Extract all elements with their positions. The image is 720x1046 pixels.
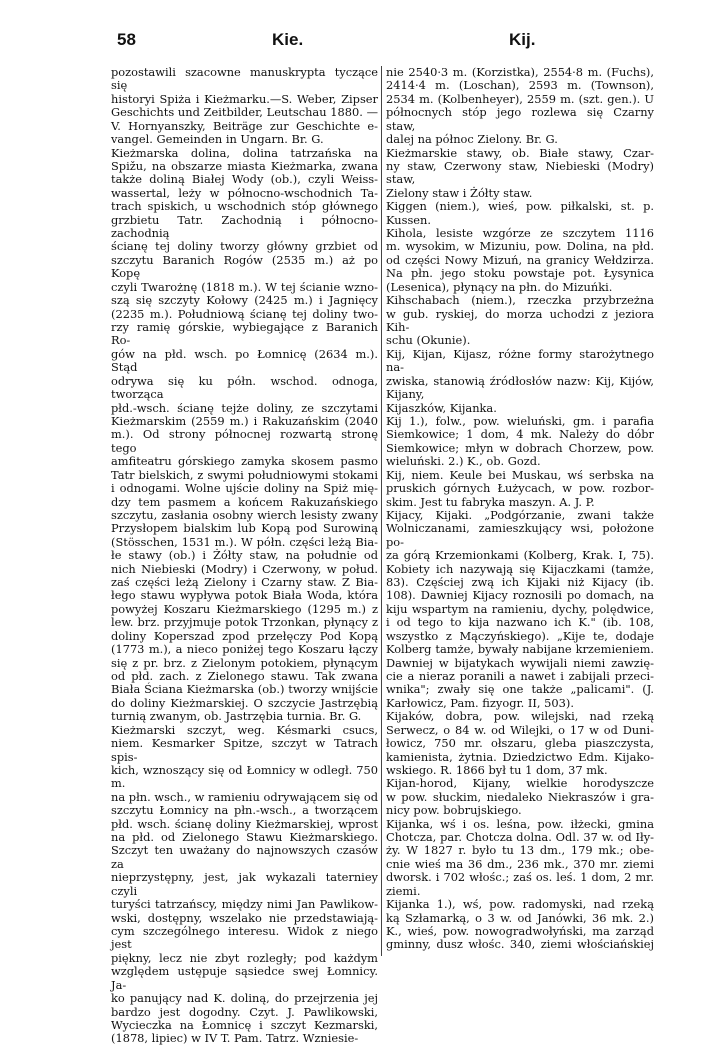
text-line: łe stawy (ob.) i Żółty staw, na południe od <box>111 548 378 563</box>
text-line: (Stösschen, 1531 m.). W półn. części leżą Bia- <box>111 534 378 549</box>
text-line: łego stawu wypływa potok Biała Woda, która <box>111 588 378 603</box>
text-line: niem. Kesmarker Spitze, szczyt w Tatrach spis- <box>111 736 378 764</box>
text-line: bardzo jest dogodny. Czyt. J. Pawlikowski, <box>111 1004 378 1019</box>
text-line: gminny, dusz włośc. 340, ziemi włościańskiej <box>386 937 654 952</box>
text-line: od części Nowy Mizuń, na granicy Wełdzirza. <box>386 252 654 267</box>
text-line: i odnogami. Wolne ujście doliny na Spiż mię- <box>111 481 378 496</box>
running-head-right: Kij. <box>509 30 536 49</box>
text-line: Biała Ściana Kieżmarska (ob.) tworzy wnijście <box>111 682 378 697</box>
text-line: (1878, lipiec) w IV T. Pam. Tatrz. Wzniesie- <box>111 1031 359 1046</box>
text-line: płd. wsch. ścianę doliny Kieżmarskiej, wprost <box>111 816 378 831</box>
text-line: dworsk. i 702 włośc.; zaś os. leś. 1 dom, 2 mr. <box>386 870 654 885</box>
text-line: Kijaków, dobra, pow. wilejski, nad rzeką <box>386 709 654 724</box>
text-line: także doliną Białej Wody (ob.), czyli Weiss- <box>111 172 378 187</box>
text-line: piękny, lecz nie zbyt rozległy; pod każdym <box>111 950 378 965</box>
text-line: 108). Dawniej Kijacy roznosili po domach, na <box>386 588 654 603</box>
text-line: Wolniczanami, zamieszkujący wsi, położone po- <box>386 521 654 549</box>
text-line: wszystko z Mączyńskiego). „Kije te, dodaje <box>386 628 654 643</box>
text-line: w pow. słuckim, niedaleko Niekraszów i gra- <box>386 789 654 804</box>
page-number: 58 <box>117 30 136 49</box>
text-line: Kiggen (niem.), wieś, pow. piłkalski, st. p. <box>386 199 654 214</box>
text-line: Karłowicz, Pam. fizyogr. II, 503). <box>386 695 574 710</box>
text-line: ży. W 1827 r. było tu 13 dm., 179 mk.; obe- <box>386 843 654 858</box>
left-column <box>111 66 378 1046</box>
text-line: nicy pow. bobrujskiego. <box>386 803 522 818</box>
text-line: kiju wspartym na ramieniu, dychy, polędwice, <box>386 601 654 616</box>
text-line: (2235 m.). Południową ścianę tej doliny two- <box>111 306 378 321</box>
text-line: Przysłopem bialskim lub Kopą pod Surowiną <box>111 521 378 536</box>
text-line: do doliny Kieżmarskiej. O szczycie Jastrzębią <box>111 695 378 710</box>
text-line: m. wysokim, w Mizuniu, pow. Dolina, na płd. <box>386 239 654 254</box>
text-line: trach spiskich, u wschodnich stóp głównego <box>111 199 378 214</box>
text-line: płd.-wsch. ścianę tejże doliny, ze szczytami <box>111 400 378 415</box>
text-line: Kijanka 1.), wś, pow. radomyski, nad rzeką <box>386 897 654 912</box>
text-line: ko panujący nad K. doliną, do przejrzenia jej <box>111 991 378 1006</box>
text-line: i od tego to kija nazwano ich K." (ib. 108, <box>386 615 654 630</box>
text-line: nie 2540·3 m. (Korzistka), 2554·8 m. (Fuchs), <box>386 65 654 79</box>
text-line: grzbietu Tatr. Zachodnią i północno-zachodnią <box>111 212 378 241</box>
text-line: Siemkowice; młyn w dobrach Chorzew, pow. <box>386 440 654 455</box>
text-line: ziemi. <box>386 883 421 898</box>
text-line: 83). Częściej zwą ich Kijaki niż Kijacy (ib. <box>386 575 654 590</box>
text-line: vangel. Gemeinden in Ungarn. Br. G. <box>111 132 324 147</box>
text-line: turnią zwanym, ob. Jastrzębia turnia. Br. G. <box>111 709 362 724</box>
text-line: Kijacy, Kijaki. „Podgórzanie, zwani także <box>386 507 654 522</box>
text-line: skim. Jest tu fabryka maszyn. A. J. P. <box>386 494 595 509</box>
text-line: m.). Od strony północnej rozwartą stronę tego <box>111 427 378 455</box>
text-line: zaś części leżą Zielony i Czarny staw. Z Bia- <box>111 575 378 590</box>
text-line: Kij, Kijan, Kijasz, różne formy starożytnego na- <box>386 346 654 375</box>
text-line: pruskich górnych Łużycach, w pow. rozbor- <box>386 481 654 496</box>
text-line: północnych stóp jego rozlewa się Czarny staw, <box>386 105 654 133</box>
text-line: Kieżmarski szczyt, weg. Késmarki csucs, <box>111 722 378 737</box>
text-line: zwiska, stanowią źródłosłów nazw: Kij, Kijów, Kijany, <box>386 373 654 402</box>
text-line: wskiego. R. 1866 był tu 1 dom, 37 mk. <box>386 762 608 777</box>
text-line: nieprzystępny, jest, jak wykazali taterniey czyli <box>111 870 378 898</box>
text-line: szą się szczyty Kołowy (2425 m.) i Jagnięcy <box>111 293 378 308</box>
text-line: Kijaszków, Kijanka. <box>386 400 497 415</box>
text-line: Kolberg tamże, bywały nabijane krzemieniem. <box>386 642 654 657</box>
text-line: nich Niebieski (Modry) i Czerwony, w połud. <box>111 561 378 576</box>
text-line: na płn. wsch., w ramieniu odrywającem się od <box>111 789 378 804</box>
text-line: powyżej Koszaru Kieżmarskiego (1295 m.) z <box>111 601 378 616</box>
text-line: cie a nieraz poranili a nawet i zabijali przeci- <box>386 668 654 683</box>
text-line: Na płn. jego stoku powstaje pot. Łysynica <box>386 266 654 281</box>
text-line: Kieżmarskie stawy, ob. Białe stawy, Czar- <box>386 145 654 160</box>
text-line: ny staw, Czerwony staw, Niebieski (Modry) staw, <box>386 158 654 187</box>
text-line: ścianę tej doliny tworzy główny grzbiet od <box>111 239 378 254</box>
page-header <box>117 30 637 52</box>
text-line: wassertal, leży w północno-wschodnich Ta- <box>111 185 378 200</box>
text-line: Kieżmarskim (2559 m.) i Rakuzańskim (2040 <box>111 413 378 428</box>
text-line: szczytu Baranich Rogów (2535 m.) aż po Kopę <box>111 252 378 281</box>
text-line: Kihschabach (niem.), rzeczka przybrzeżna <box>386 293 654 308</box>
text-line: szczytu, zasłania osobny wierch lesisty zwany <box>111 507 378 522</box>
text-line: na płd. od Zielonego Stawu Kieżmarskiego. <box>111 830 378 845</box>
text-line: wieluński. 2.) K., ob. Gozd. <box>386 454 541 469</box>
text-line: Siemkowice; 1 dom, 4 mk. Należy do dóbr <box>386 427 654 442</box>
text-line: rzy ramię górskie, wybiegające z Baranich Ro- <box>111 320 378 348</box>
text-line: 2414·4 m. (Loschan), 2593 m. (Townson), <box>386 78 654 93</box>
text-line: za górą Krzemionkami (Kolberg, Krak. I, 75). <box>386 548 654 563</box>
text-line: ką Szłamarką, o 3 w. od Janówki, 36 mk. 2.) <box>386 910 654 925</box>
text-line: K., wieś, pow. nowogradwołyński, ma zarząd <box>386 924 654 938</box>
text-line: Szczyt ten uważany do najnowszych czasów za <box>111 843 378 871</box>
text-line: pozostawili szacowne manuskrypta tyczące się <box>111 65 378 93</box>
column-divider <box>381 66 382 956</box>
text-line: historyi Spiża i Kieżmarku.—S. Weber, Zipser <box>111 91 378 106</box>
text-line: kamienista, żytnia. Dziedzictwo Edm. Kijako- <box>386 749 654 764</box>
text-line: gów na płd. wsch. po Łomnicę (2634 m.). Stąd <box>111 346 378 375</box>
text-line: Serwecz, o 84 w. od Wilejki, o 17 w od Duni- <box>386 722 654 737</box>
text-line: Kij, niem. Keule bei Muskau, wś serbska na <box>386 467 654 482</box>
running-head-left: Kie. <box>272 30 304 49</box>
text-line: odrywa się ku półn. wschod. odnoga, tworząca <box>111 373 378 402</box>
text-line: cym szczególnego interesu. Widok z niego jest <box>111 924 378 952</box>
text-line: amfiteatru górskiego zamyka skosem pasmo <box>111 454 378 469</box>
text-line: Kobiety ich nazywają się Kijaczkami (tamże, <box>386 561 654 576</box>
text-line: Dawniej w bijatykach wywijali niemi zawzię- <box>386 655 654 670</box>
text-line: Wycieczka na Łomnicę i szczyt Kezmarski, <box>111 1017 378 1032</box>
text-line: szczytu Łomnicy na płn.-wsch., a tworzącem <box>111 803 378 818</box>
text-line: dzy tem pasmem a końcem Rakuzańskiego <box>111 494 378 509</box>
text-line: turyści tatrzańscy, między nimi Jan Pawlikow- <box>111 897 378 912</box>
text-line: Chotcza, par. Chotcza dolna. Odl. 37 w. od Iły- <box>386 830 654 845</box>
text-line: doliny Koperszad zpod przełęczy Pod Kopą <box>111 628 378 643</box>
text-line: się z pr. brz. z Zielonym potokiem, płynącym <box>111 655 378 670</box>
text-line: Tatr bielskich, z swymi południowymi stokami <box>111 467 378 482</box>
text-line: Spižu, na obszarze miasta Kieżmarka, zwana <box>111 158 378 173</box>
right-column <box>386 66 654 952</box>
text-line: Kijan-horod, Kijany, wielkie horodyszcze <box>386 776 654 791</box>
text-line: od płd. zach. z Zielonego stawu. Tak zwana <box>111 668 378 683</box>
text-line: (1773 m.), a nieco poniżej tego Koszaru łączy <box>111 642 378 657</box>
text-line: lew. brz. przyjmuje potok Trzonkan, płynący z <box>111 615 378 630</box>
text-line: kich, wznoszący się od Łomnicy w odległ. 750 m. <box>111 762 378 791</box>
text-line: Kussen. <box>386 212 431 227</box>
text-line: schu (Okunie). <box>386 333 471 348</box>
text-line: czyli Twarożnę (1818 m.). W tej ścianie wzno- <box>111 279 378 294</box>
text-line: Kijanka, wś i os. leśna, pow. iłżecki, gmina <box>386 816 654 831</box>
text-line: cnie wieś ma 36 dm., 236 mk., 370 mr. ziemi <box>386 856 654 871</box>
text-line: V. Hornyanszky, Beiträge zur Geschichte e- <box>111 118 378 133</box>
text-line: Zielony staw i Żółty staw. <box>386 185 533 200</box>
text-line: w gub. ryskiej, do morza uchodzi z jeziora Kih- <box>386 306 654 335</box>
text-line: wski, dostępny, wszelako nie przedstawiają- <box>111 910 378 925</box>
text-line: (Lesenica), płynący na płn. do Mizuńki. <box>386 279 613 294</box>
text-line: Kij 1.), folw., pow. wieluński, gm. i parafia <box>386 413 654 428</box>
text-line: Kieżmarska dolina, dolina tatrzańska na <box>111 145 378 160</box>
text-line: 2534 m. (Kolbenheyer), 2559 m. (szt. gen.). U <box>386 91 654 106</box>
text-line: dalej na północ Zielony. Br. G. <box>386 132 558 147</box>
text-line: Geschichts und Zeitbilder, Leutschau 1880. — <box>111 105 378 120</box>
text-line: łowicz, 750 mr. ołszaru, gleba piaszczysta, <box>386 736 654 751</box>
text-line: względem ustępuje sąsiedce swej Łomnicy. Ja- <box>111 964 378 992</box>
text-line: wnika"; zwały się one także „palicami". (J. <box>386 682 654 697</box>
text-line: Kihola, lesiste wzgórze ze szczytem 1116 <box>386 226 654 241</box>
